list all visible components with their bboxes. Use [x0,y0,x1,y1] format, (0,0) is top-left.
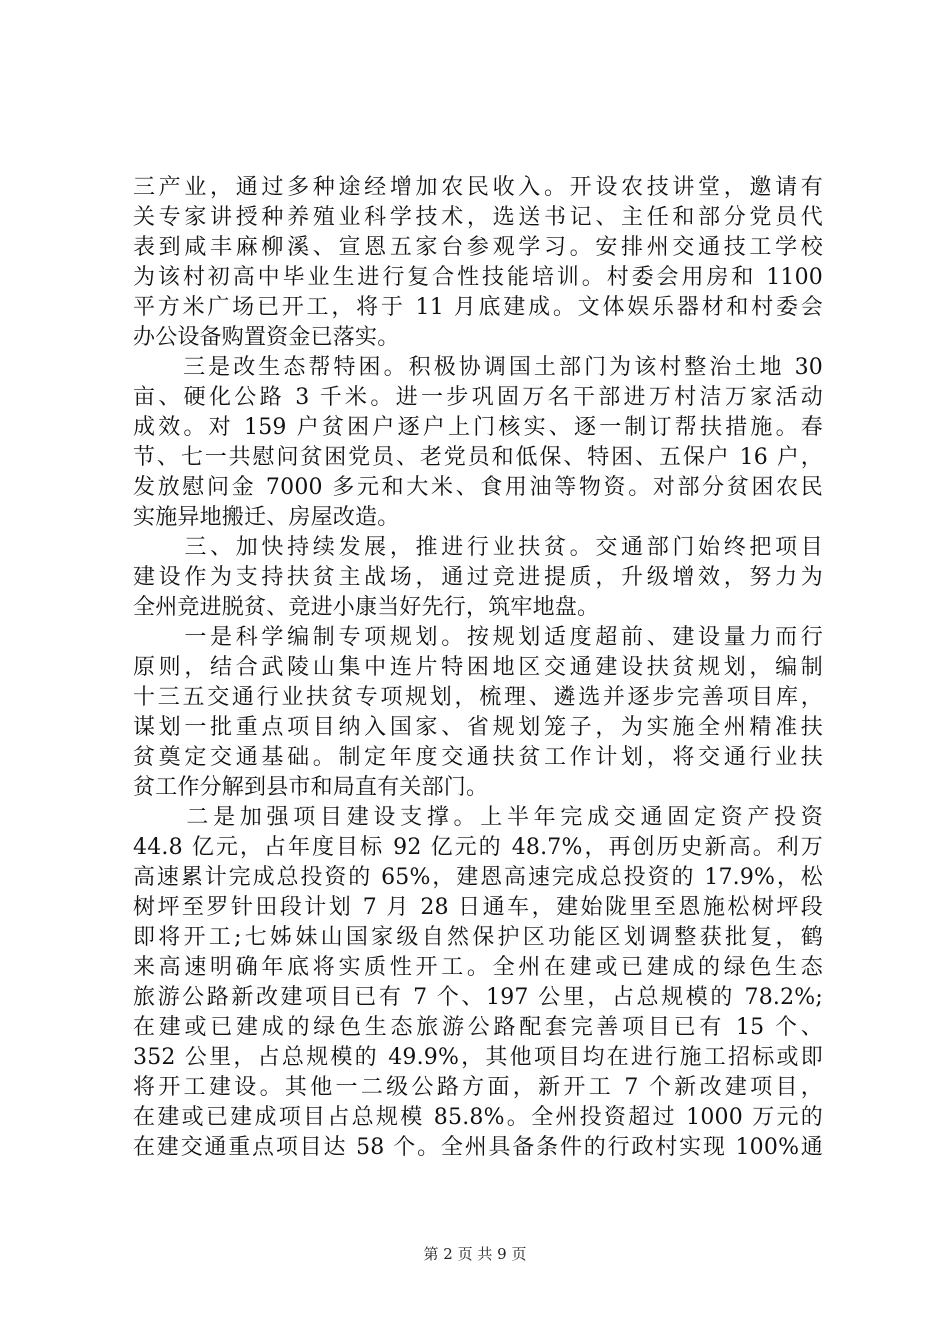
text-line: 亩、硬化公路 3 千米。进一步巩固万名干部进万村洁万家活动 [133,385,823,410]
text-line: 44.8 亿元，占年度目标 92 亿元的 48.7%，再创历史新高。利万 [133,835,823,860]
text-line: 三产业，通过多种途经增加农民收入。开设农技讲堂，邀请有 [133,175,823,200]
text-line: 建设作为支持扶贫主战场，通过竞进提质，升级增效，努力为 [133,565,823,590]
text-line: 贫工作分解到县市和局直有关部门。 [133,775,489,800]
text-line: 平方米广场已开工，将于 11 月底建成。文体娱乐器材和村委会 [133,295,823,320]
text-line: 关专家讲授种养殖业科学技术，选送书记、主任和部分党员代 [133,205,823,230]
text-line: 原则，结合武陵山集中连片特困地区交通建设扶贫规划，编制 [133,655,823,680]
text-line: 来高速明确年底将实质性开工。全州在建或已建成的绿色生态 [133,955,823,980]
text-line: 旅游公路新改建项目已有 7 个、197 公里，占总规模的 78.2%; [133,985,823,1010]
text-line: 十三五交通行业扶贫专项规划，梳理、遴选并逐步完善项目库， [133,685,823,710]
text-line: 表到咸丰麻柳溪、宣恩五家台参观学习。安排州交通技工学校 [133,235,823,260]
text-line: 二是加强项目建设支撑。上半年完成交通固定资产投资 [133,805,823,830]
text-line: 成效。对 159 户贫困户逐户上门核实、逐一制订帮扶措施。春 [133,415,823,440]
body-text [133,173,823,1163]
text-line: 树坪至罗针田段计划 7 月 28 日通车，建始陇里至恩施松树坪段 [133,895,823,920]
text-line: 在建交通重点项目达 58 个。全州具备条件的行政村实现 100%通 [133,1135,823,1160]
text-line: 高速累计完成总投资的 65%，建恩高速完成总投资的 17.9%，松 [133,865,823,890]
text-line: 在建或已建成项目占总规模 85.8%。全州投资超过 1000 万元的 [133,1105,823,1130]
text-line: 发放慰问金 7000 多元和大米、食用油等物资。对部分贫困农民 [133,475,823,500]
text-line: 全州竞进脱贫、竞进小康当好先行，筑牢地盘。 [133,595,600,620]
text-line: 三是改生态帮特困。积极协调国土部门为该村整治土地 30 [133,355,823,380]
text-line: 352 公里，占总规模的 49.9%，其他项目均在进行施工招标或即 [133,1045,823,1070]
text-line: 一是科学编制专项规划。按规划适度超前、建设量力而行 [133,625,823,650]
text-line: 贫奠定交通基础。制定年度交通扶贫工作计划，将交通行业扶 [133,745,823,770]
text-line: 即将开工;七姊妹山国家级自然保护区功能区划调整获批复，鹤 [133,925,823,950]
text-line: 谋划一批重点项目纳入国家、省规划笼子，为实施全州精准扶 [133,715,823,740]
text-line: 为该村初高中毕业生进行复合性技能培训。村委会用房和 1100 [133,265,823,290]
page-footer: 第 2 页 共 9 页 [423,1245,527,1263]
text-line: 将开工建设。其他一二级公路方面，新开工 7 个新改建项目， [133,1075,823,1100]
text-line: 实施异地搬迁、房屋改造。 [133,505,400,530]
text-line: 节、七一共慰问贫困党员、老党员和低保、特困、五保户 16 户， [133,445,823,470]
text-line: 办公设备购置资金已落实。 [133,325,400,350]
text-line: 三、加快持续发展，推进行业扶贫。交通部门始终把项目 [133,535,823,560]
text-line: 在建或已建成的绿色生态旅游公路配套完善项目已有 15 个、 [133,1015,823,1040]
